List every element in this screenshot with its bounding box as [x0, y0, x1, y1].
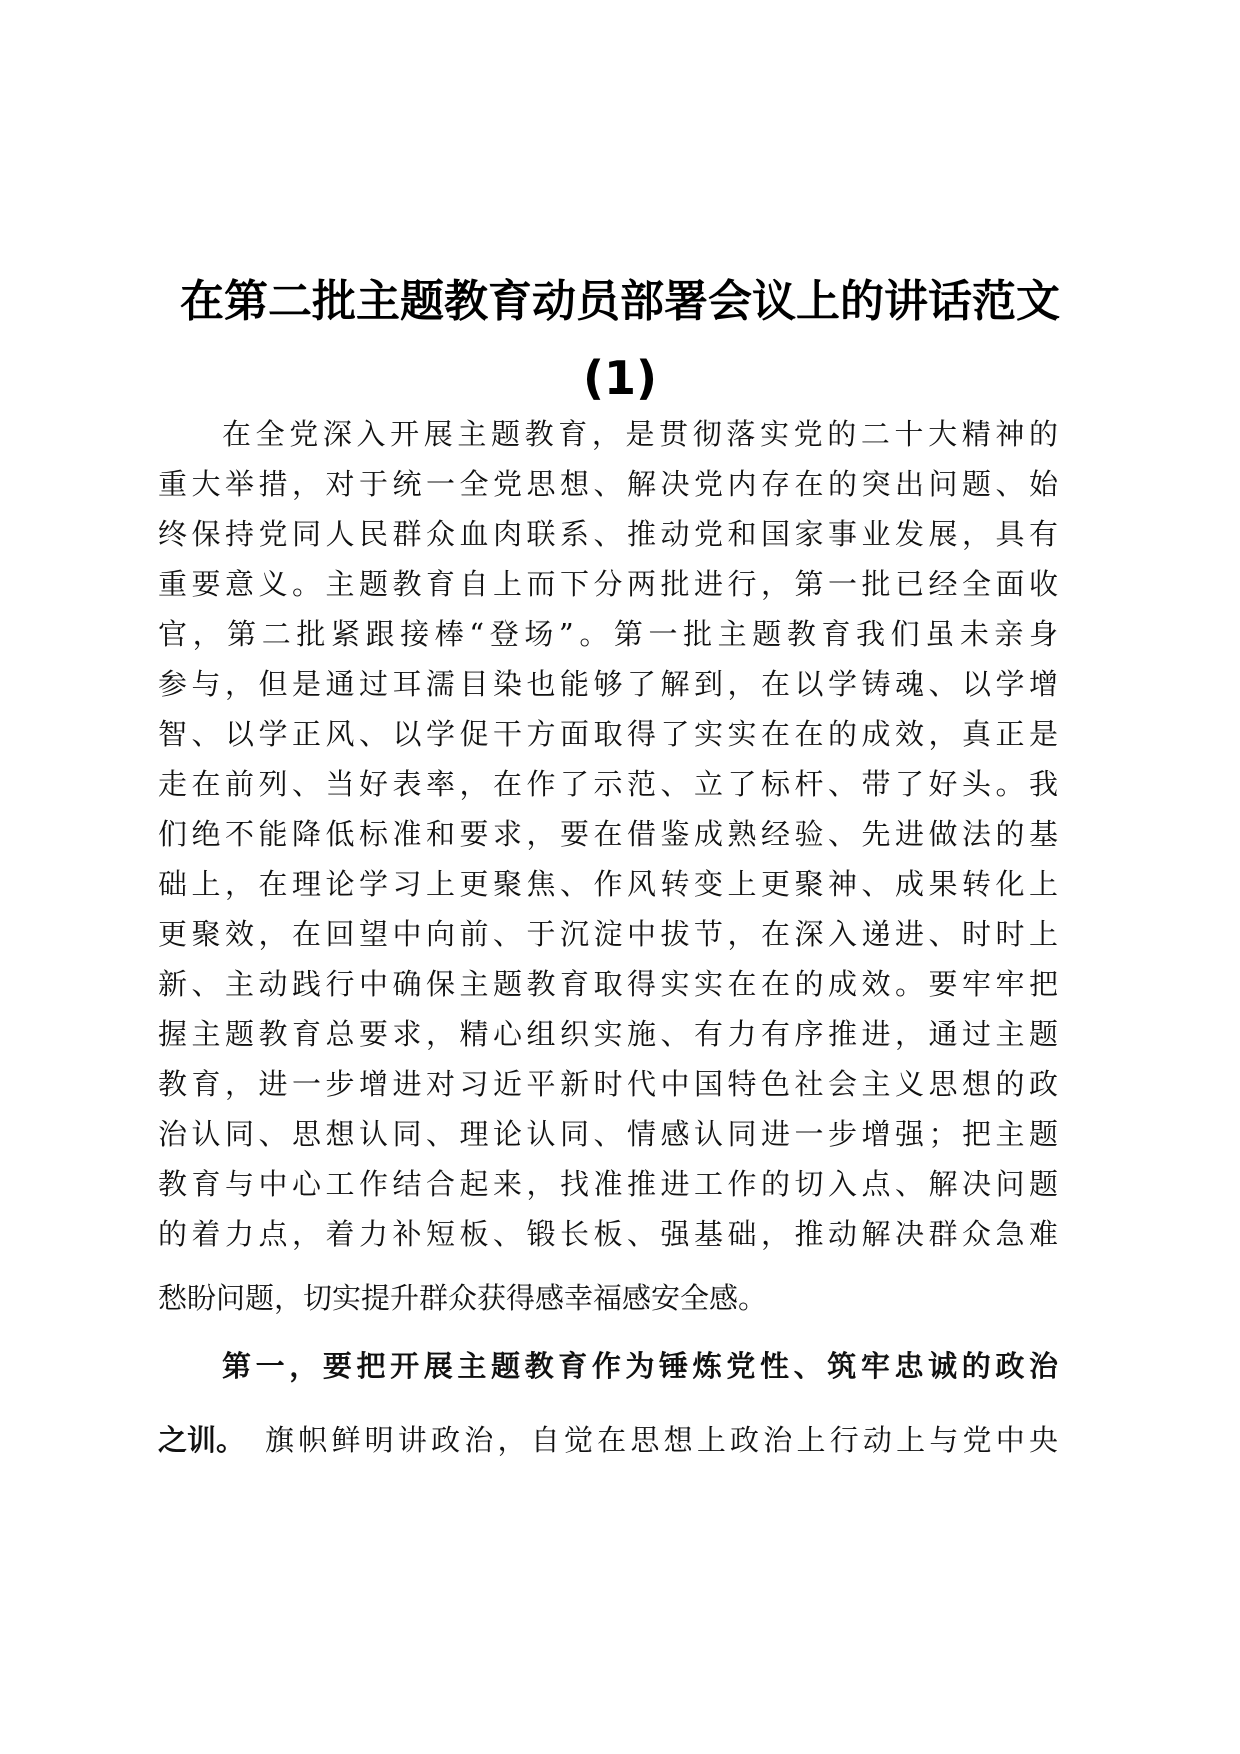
paragraph-line: 智、以学正风、以学促干方面取得了实实在在的成效，真正是: [158, 717, 1058, 751]
paragraph-line: 教育与中心工作结合起来，找准推进工作的切入点、解决问题: [158, 1167, 1058, 1201]
section-body-text: 旗帜鲜明讲政治，自觉在思想上政治上行动上与党中央: [265, 1423, 1058, 1457]
paragraph-line: 终保持党同人民群众血肉联系、推动党和国家事业发展，具有: [158, 517, 1058, 551]
document-title-line-2: (1): [582, 351, 658, 405]
paragraph-line: 重要意义。主题教育自上而下分两批进行，第一批已经全面收: [158, 567, 1058, 601]
paragraph-line: 更聚效，在回望中向前、于沉淀中拔节，在深入递进、时时上: [158, 917, 1058, 951]
paragraph-line: 重大举措，对于统一全党思想、解决党内存在的突出问题、始: [158, 467, 1058, 501]
paragraph-line: 参与，但是通过耳濡目染也能够了解到，在以学铸魂、以学增: [158, 667, 1058, 701]
paragraph-line: 础上，在理论学习上更聚焦、作风转变上更聚神、成果转化上: [158, 867, 1058, 901]
paragraph-line: 教育，进一步增进对习近平新时代中国特色社会主义思想的政: [158, 1067, 1058, 1101]
paragraph-line: 治认同、思想认同、理论认同、情感认同进一步增强；把主题: [158, 1117, 1058, 1151]
paragraph-line: 的着力点，着力补短板、锻长板、强基础，推动解决群众急难: [158, 1217, 1058, 1251]
section-heading-line-1: 第一，要把开展主题教育作为锤炼党性、筑牢忠诚的政治: [222, 1349, 1058, 1383]
paragraph-line: 握主题教育总要求，精心组织实施、有力有序推进，通过主题: [158, 1017, 1058, 1051]
paragraph-line: 走在前列、当好表率，在作了示范、立了标杆、带了好头。我: [158, 767, 1058, 801]
paragraph-line: 官，第二批紧跟接棒“登场”。第一批主题教育我们虽未亲身: [158, 617, 1058, 651]
paragraph-line: 们绝不能降低标准和要求，要在借鉴成熟经验、先进做法的基: [158, 817, 1058, 851]
paragraph-line: 在全党深入开展主题教育，是贯彻落实党的二十大精神的: [222, 417, 1058, 451]
section-heading-line-2: [158, 1420, 1058, 1460]
section-heading-end: 之训。: [158, 1423, 246, 1457]
document-title-line-1: 在第二批主题教育动员部署会议上的讲话范文: [180, 276, 1060, 327]
paragraph-line: 愁盼问题，切实提升群众获得感幸福感安全感。: [158, 1281, 768, 1315]
paragraph-line: 新、主动践行中确保主题教育取得实实在在的成效。要牢牢把: [158, 967, 1058, 1001]
